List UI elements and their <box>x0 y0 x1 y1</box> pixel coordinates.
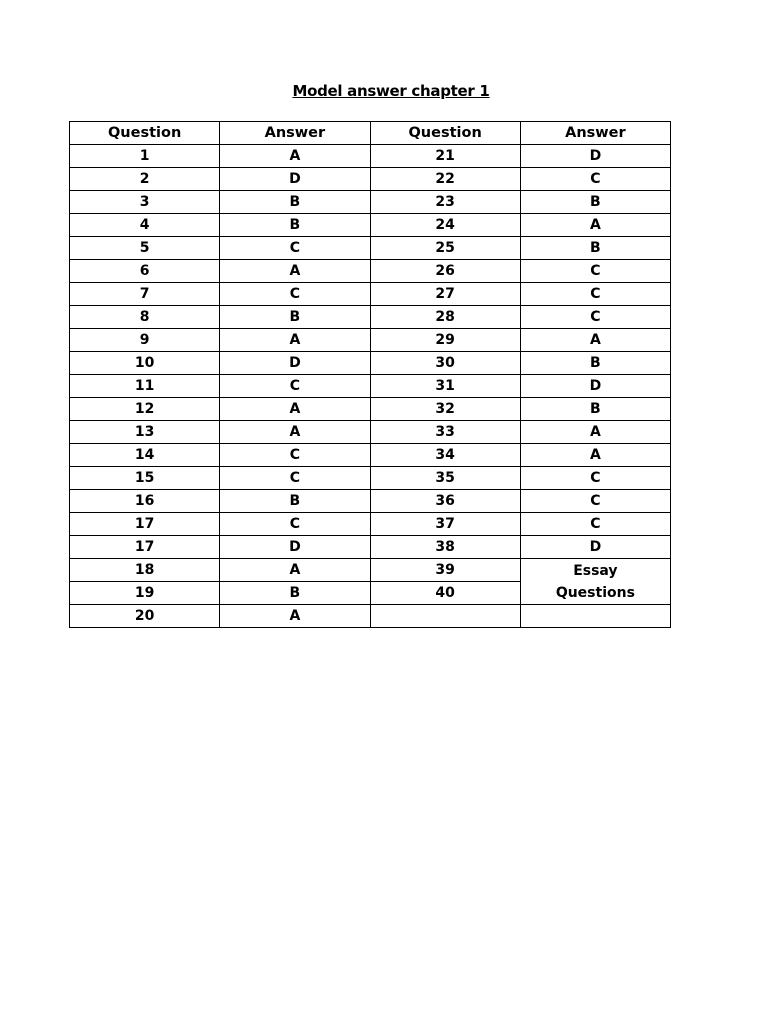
table-row <box>70 490 671 513</box>
question-cell: 36 <box>370 490 520 513</box>
header-answer-1: Answer <box>220 122 370 145</box>
table-row <box>70 168 671 191</box>
question-cell: 28 <box>370 306 520 329</box>
answer-cell: C <box>520 490 670 513</box>
question-cell: 14 <box>70 444 220 467</box>
answer-cell: A <box>520 214 670 237</box>
essay-questions-cell <box>520 559 670 605</box>
answer-cell: C <box>520 283 670 306</box>
page-title: Model answer chapter 1 <box>292 82 490 100</box>
question-cell: 15 <box>70 467 220 490</box>
answer-cell: A <box>220 260 370 283</box>
header-answer-2: Answer <box>520 122 670 145</box>
question-cell: 30 <box>370 352 520 375</box>
table-row <box>70 237 671 260</box>
question-cell: 21 <box>370 145 520 168</box>
answer-cell: D <box>520 145 670 168</box>
question-cell: 23 <box>370 191 520 214</box>
answer-cell: A <box>220 559 370 582</box>
question-cell: 7 <box>70 283 220 306</box>
table-row <box>70 214 671 237</box>
table-row <box>70 467 671 490</box>
answer-cell: A <box>520 421 670 444</box>
answer-cell: B <box>220 582 370 605</box>
question-cell: 19 <box>70 582 220 605</box>
question-cell: 13 <box>70 421 220 444</box>
question-cell: 1 <box>70 145 220 168</box>
answer-cell: A <box>520 444 670 467</box>
question-cell: 39 <box>370 559 520 582</box>
header-question-2: Question <box>370 122 520 145</box>
question-cell: 5 <box>70 237 220 260</box>
question-cell: 32 <box>370 398 520 421</box>
answer-cell: D <box>220 168 370 191</box>
essay-label-line1: Essay <box>573 562 618 579</box>
question-cell: 20 <box>70 605 220 628</box>
question-cell: 25 <box>370 237 520 260</box>
table-row <box>70 398 671 421</box>
answer-cell: C <box>520 467 670 490</box>
table-row <box>70 306 671 329</box>
answer-cell: C <box>220 237 370 260</box>
answer-cell: A <box>220 145 370 168</box>
answer-cell: D <box>220 536 370 559</box>
answer-cell: B <box>520 191 670 214</box>
answer-cell: A <box>520 329 670 352</box>
table-row <box>70 444 671 467</box>
answer-cell: A <box>220 605 370 628</box>
answer-cell: D <box>520 536 670 559</box>
answer-cell: C <box>520 306 670 329</box>
question-cell: 27 <box>370 283 520 306</box>
question-cell: 16 <box>70 490 220 513</box>
table-body <box>70 145 671 628</box>
question-cell: 17 <box>70 536 220 559</box>
table-row <box>70 283 671 306</box>
question-cell: 10 <box>70 352 220 375</box>
question-cell: 4 <box>70 214 220 237</box>
answer-cell: A <box>220 398 370 421</box>
question-cell: 24 <box>370 214 520 237</box>
question-cell: 3 <box>70 191 220 214</box>
table-header-row <box>70 122 671 145</box>
table-row <box>70 559 671 582</box>
question-cell: 37 <box>370 513 520 536</box>
question-cell: 26 <box>370 260 520 283</box>
question-cell: 12 <box>70 398 220 421</box>
question-cell: 34 <box>370 444 520 467</box>
table-row <box>70 605 671 628</box>
answer-cell: C <box>520 168 670 191</box>
essay-label-line2: Questions <box>555 584 635 601</box>
answer-cell: B <box>220 306 370 329</box>
header-question-1: Question <box>70 122 220 145</box>
answer-cell: A <box>220 421 370 444</box>
table-row <box>70 513 671 536</box>
answer-cell: B <box>220 214 370 237</box>
table-row <box>70 145 671 168</box>
question-cell: 38 <box>370 536 520 559</box>
table-row <box>70 536 671 559</box>
answer-cell: B <box>220 191 370 214</box>
question-cell: 8 <box>70 306 220 329</box>
table-row <box>70 260 671 283</box>
answer-cell: B <box>520 237 670 260</box>
question-cell: 40 <box>370 582 520 605</box>
answer-cell: C <box>220 444 370 467</box>
answer-cell: D <box>520 375 670 398</box>
question-cell: 29 <box>370 329 520 352</box>
answer-cell: B <box>520 398 670 421</box>
table-row <box>70 352 671 375</box>
answer-cell: C <box>520 513 670 536</box>
question-cell <box>370 605 520 628</box>
question-cell: 33 <box>370 421 520 444</box>
answer-cell: D <box>220 352 370 375</box>
question-cell: 22 <box>370 168 520 191</box>
answer-cell: C <box>520 260 670 283</box>
answer-cell: C <box>220 283 370 306</box>
answer-cell <box>520 605 670 628</box>
table-row <box>70 329 671 352</box>
answer-cell: B <box>520 352 670 375</box>
table-row <box>70 191 671 214</box>
question-cell: 9 <box>70 329 220 352</box>
answer-cell: C <box>220 375 370 398</box>
answer-cell: B <box>220 490 370 513</box>
question-cell: 17 <box>70 513 220 536</box>
answer-table <box>69 121 671 628</box>
question-cell: 11 <box>70 375 220 398</box>
question-cell: 35 <box>370 467 520 490</box>
question-cell: 18 <box>70 559 220 582</box>
answer-cell: A <box>220 329 370 352</box>
table-row <box>70 421 671 444</box>
question-cell: 2 <box>70 168 220 191</box>
answer-cell: C <box>220 467 370 490</box>
question-cell: 6 <box>70 260 220 283</box>
answer-cell: C <box>220 513 370 536</box>
question-cell: 31 <box>370 375 520 398</box>
table-row <box>70 375 671 398</box>
